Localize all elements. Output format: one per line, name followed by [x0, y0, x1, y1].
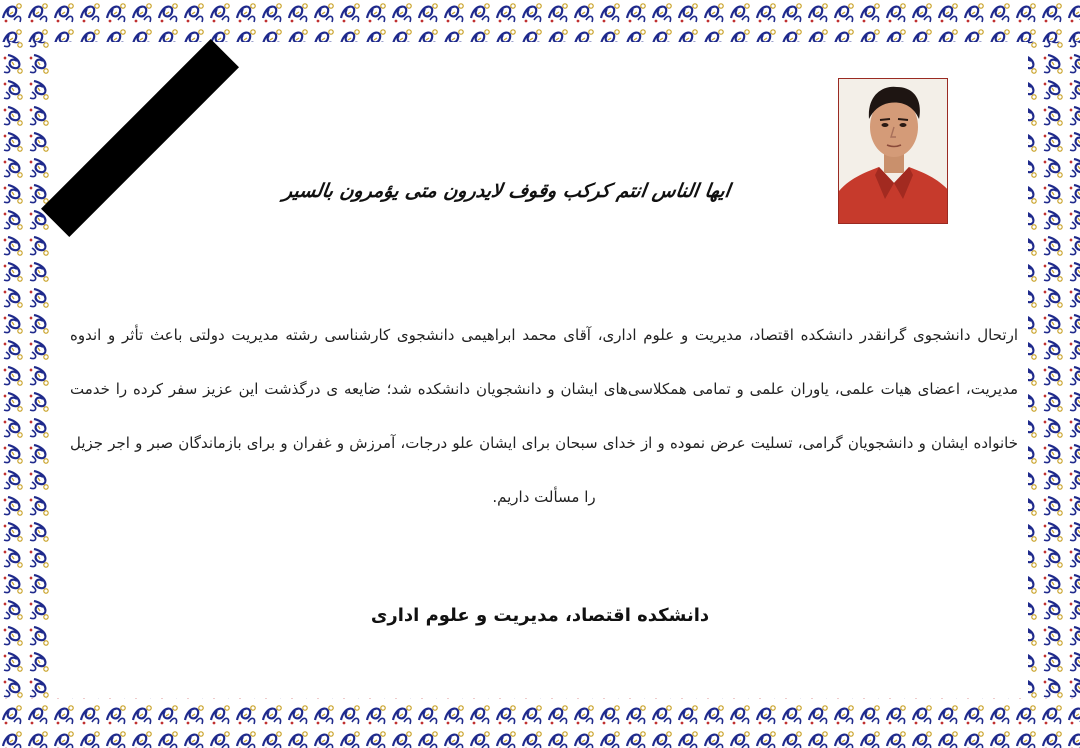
deceased-portrait-photo: [838, 78, 948, 224]
verse-heading: ایها الناس انتم کرکب وقوف لایدرون متی یؤمرون بالسیر: [281, 180, 732, 202]
faculty-signature: دانشکده اقتصاد، مدیریت و علوم اداری: [370, 605, 710, 626]
condolence-body: ارتحال دانشجوی گرانقدر دانشکده اقتصاد، مدیریت و علوم اداری، آقای محمد ابراهیمی دانشجوی کارشناسی رشته مدیریت دولتی باعث تأثر و اندوه مدیریت، اعضای هیات علمی، یاوران علمی و تمامی همکلاسی‌های ایشان و دانشجویان دانشکده شد؛ ضایعه ی درگذشت این عزیز سفر کرده را خدمت خانواده ایشان و دانشجویان گرامی، تسلیت عرض نموده و از خدای سبحان برای ایشان علو درجات، آمرزش و غفران و برای بازماندگان صبر و اجر جزیل را مسألت داریم.: [70, 326, 1018, 506]
